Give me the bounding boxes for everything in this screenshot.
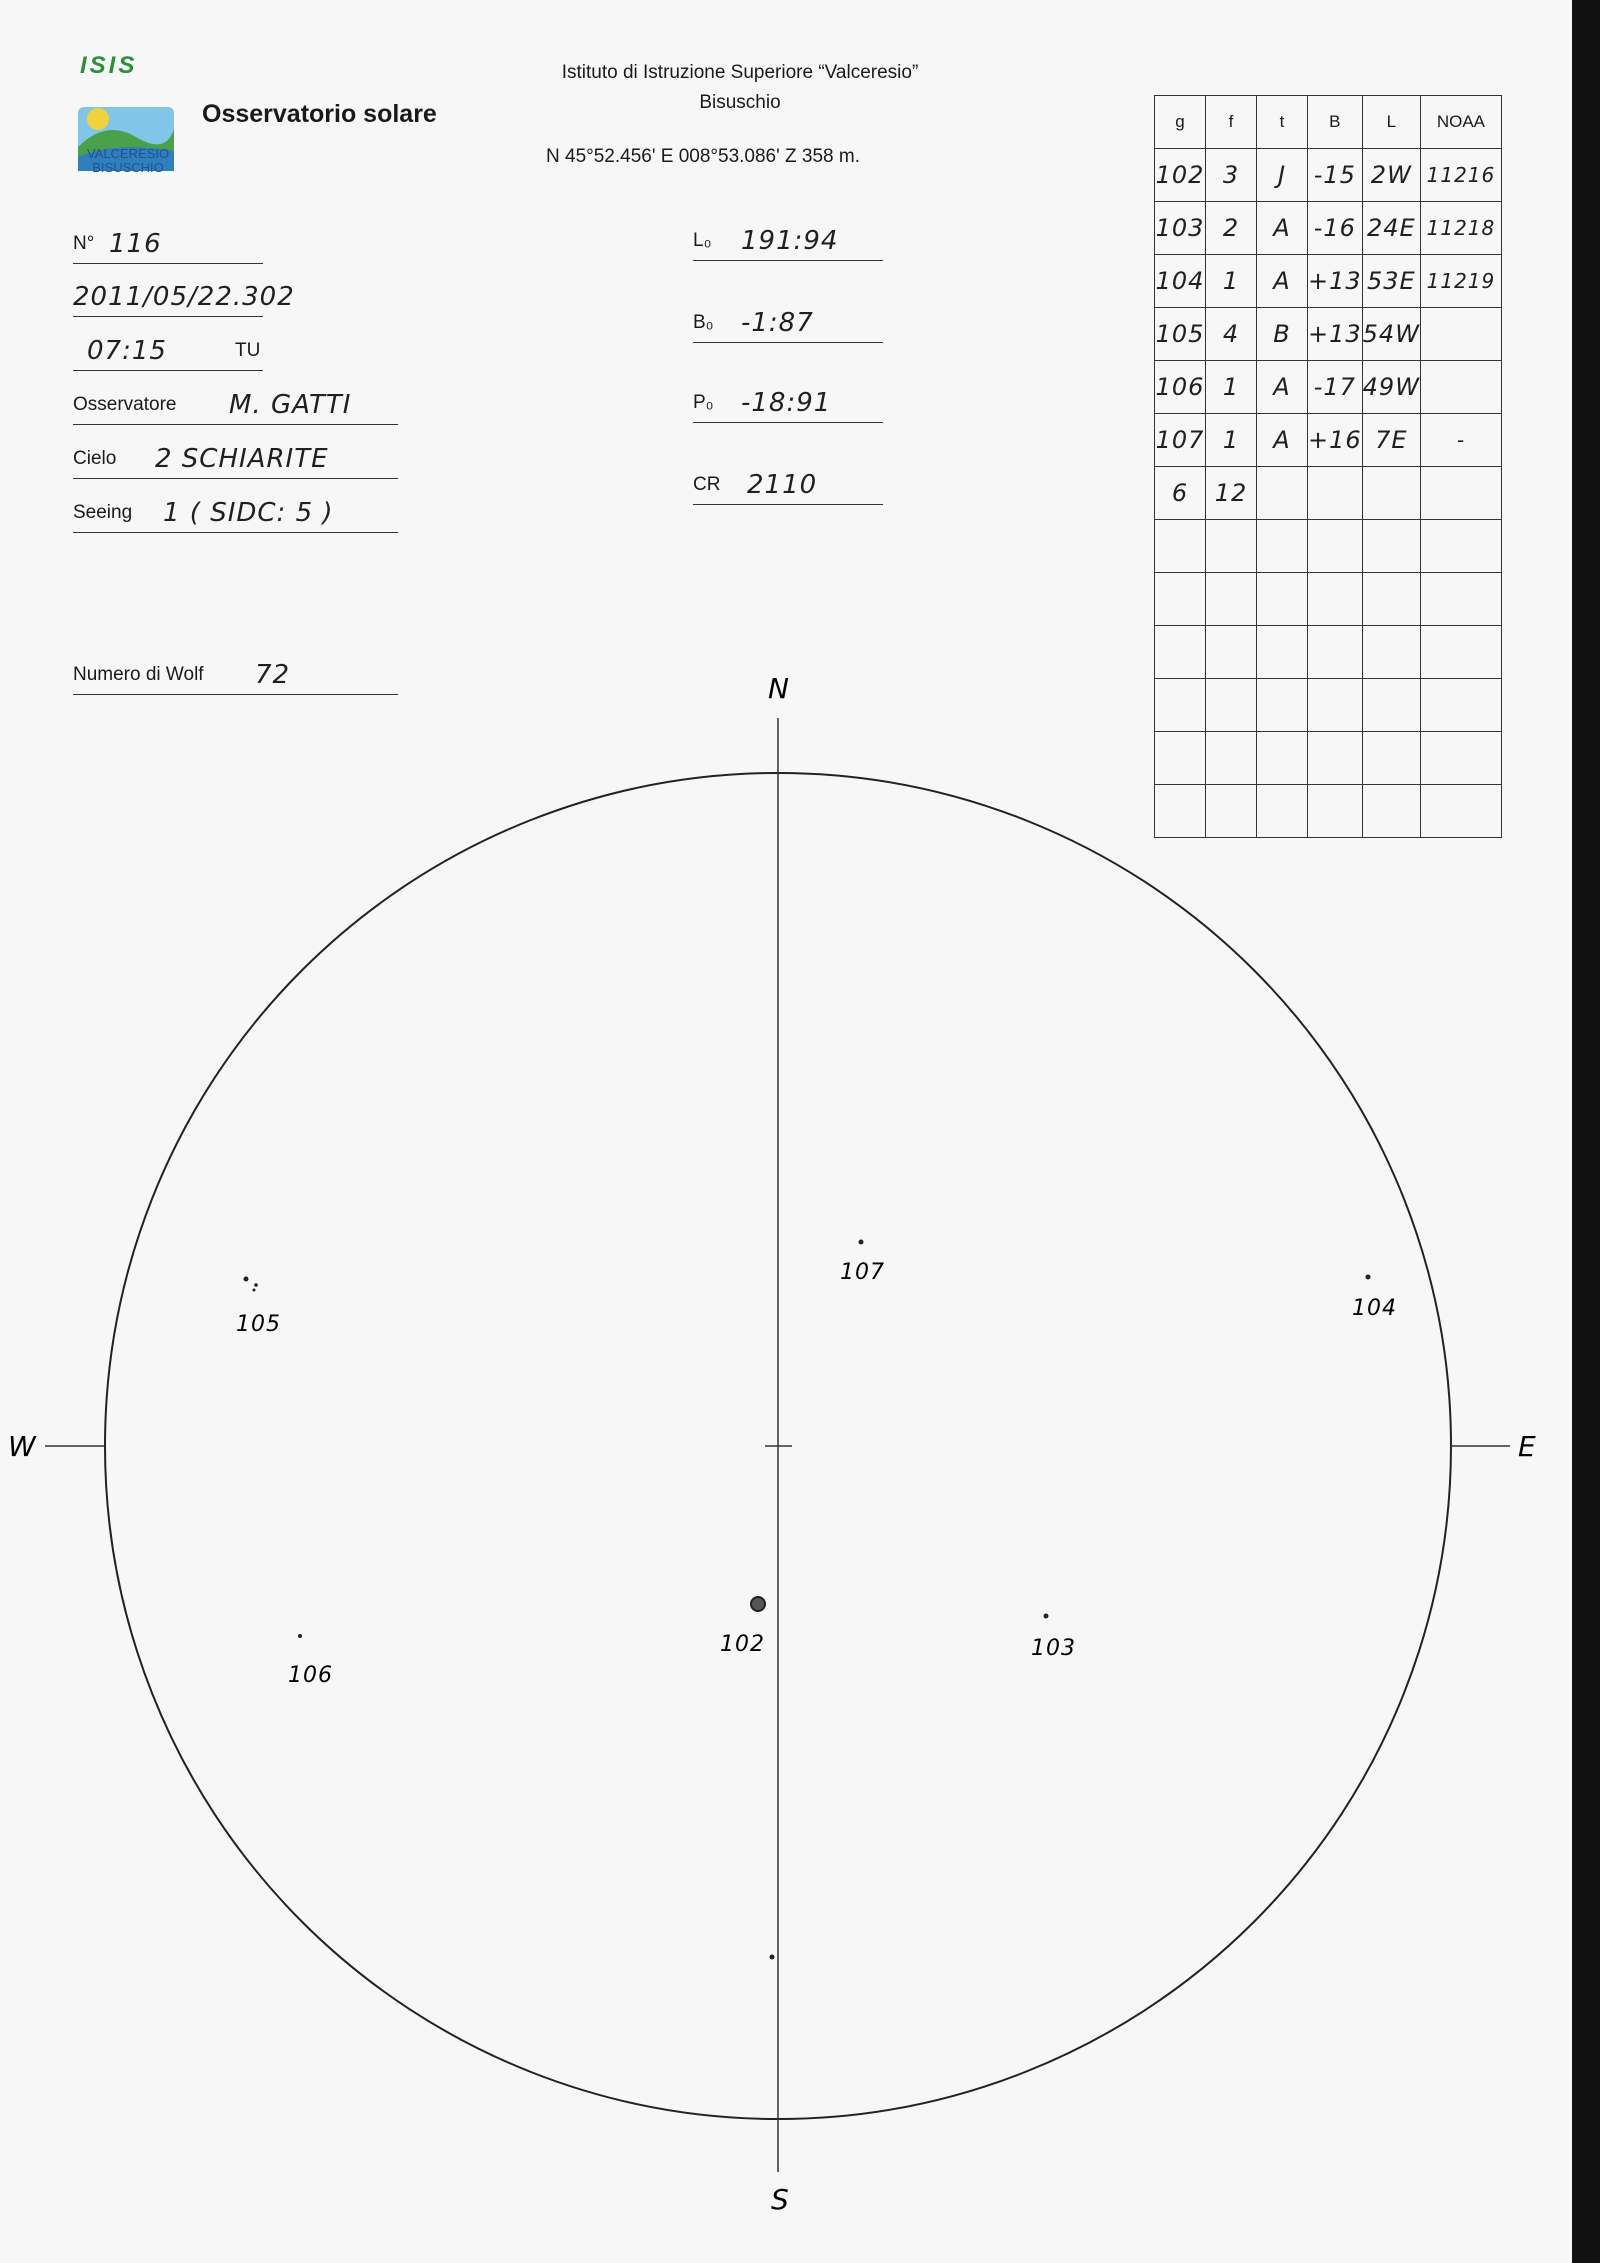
south-label: S (771, 2183, 790, 2216)
table-cell: -15 (1308, 149, 1363, 202)
sunspot-105b (254, 1283, 258, 1287)
table-cell: A (1257, 202, 1308, 255)
l0-value: 191:94 (741, 226, 839, 256)
table-cell: 54W (1362, 308, 1420, 361)
table-cell: 104 (1155, 255, 1206, 308)
header-b: B (1308, 96, 1363, 149)
table-cell: -16 (1308, 202, 1363, 255)
sunspot-102 (751, 1597, 765, 1611)
table-cell: - (1420, 414, 1501, 467)
table-cell: 2W (1362, 149, 1420, 202)
institute-name: Istituto di Istruzione Superiore “Valceresio” (561, 62, 919, 83)
east-label: E (1518, 1430, 1537, 1463)
table-cell: 3 (1206, 149, 1257, 202)
observer-label: Osservatore (73, 394, 177, 415)
table-cell: +16 (1308, 414, 1363, 467)
time-value: 07:15 (87, 336, 167, 366)
table-cell: A (1257, 414, 1308, 467)
table-cell: 11219 (1420, 255, 1501, 308)
sunspot-106 (298, 1634, 302, 1638)
p0-value: -18:91 (741, 388, 832, 418)
table-cell: 2 (1206, 202, 1257, 255)
wolf-number-value: 72 (255, 660, 291, 690)
group-label-102: 102 (720, 1632, 765, 1657)
table-cell: 6 (1155, 467, 1206, 520)
header-f: f (1206, 96, 1257, 149)
l0-label: L₀ (693, 230, 712, 251)
logo-line-1: VALCERESIO (86, 146, 170, 161)
sunspot-103 (1044, 1614, 1049, 1619)
table-cell: 11216 (1420, 149, 1501, 202)
b0-label: B₀ (693, 312, 714, 333)
table-cell: 107 (1155, 414, 1206, 467)
table-cell: 11218 (1420, 202, 1501, 255)
disk-mark (770, 1955, 775, 1960)
group-label-107: 107 (840, 1260, 885, 1285)
table-cell: 4 (1206, 308, 1257, 361)
table-cell: B (1257, 308, 1308, 361)
table-cell: 7E (1362, 414, 1420, 467)
table-cell: 49W (1362, 361, 1420, 414)
site-coordinates: N 45°52.456' E 008°53.086' Z 358 m. (546, 146, 860, 167)
group-label-105: 105 (236, 1312, 281, 1337)
group-label-106: 106 (288, 1663, 333, 1688)
table-cell: 24E (1362, 202, 1420, 255)
header-l: L (1362, 96, 1420, 149)
wolf-number-label: Numero di Wolf (73, 664, 204, 685)
north-label: N (768, 672, 790, 705)
table-cell: 53E (1362, 255, 1420, 308)
number-value: 116 (109, 229, 162, 259)
seeing-label: Seeing (73, 502, 133, 523)
number-label: N° (73, 233, 95, 254)
table-cell: 1 (1206, 414, 1257, 467)
cr-value: 2110 (747, 470, 818, 500)
table-cell: 103 (1155, 202, 1206, 255)
header-g: g (1155, 96, 1206, 149)
table-cell: 1 (1206, 361, 1257, 414)
header-t: t (1257, 96, 1308, 149)
b0-value: -1:87 (741, 308, 814, 338)
sunspot-107 (859, 1240, 864, 1245)
sky-value: 2 SCHIARITE (155, 444, 329, 474)
sunspot-105a (244, 1277, 249, 1282)
table-cell: J (1257, 149, 1308, 202)
logo-mark: ISIS (80, 52, 138, 79)
table-cell: 105 (1155, 308, 1206, 361)
observer-value: M. GATTI (229, 390, 352, 420)
institute-city: Bisuschio (699, 92, 781, 113)
table-cell: 1 (1206, 255, 1257, 308)
table-cell: A (1257, 361, 1308, 414)
west-label: W (8, 1430, 37, 1463)
table-cell: +13 (1308, 308, 1363, 361)
group-label-104: 104 (1352, 1296, 1397, 1321)
sunspot-105c (253, 1289, 256, 1292)
table-cell: 106 (1155, 361, 1206, 414)
group-label-103: 103 (1031, 1636, 1076, 1661)
observatory-title: Osservatorio solare (202, 100, 437, 128)
table-cell: -17 (1308, 361, 1363, 414)
sky-label: Cielo (73, 448, 117, 469)
table-cell: 102 (1155, 149, 1206, 202)
p0-label: P₀ (693, 392, 714, 413)
time-unit: TU (235, 340, 261, 361)
seeing-value: 1 ( SIDC: 5 ) (163, 498, 334, 528)
table-cell: 12 (1206, 467, 1257, 520)
cr-label: CR (693, 474, 721, 495)
table-cell: +13 (1308, 255, 1363, 308)
header-noaa: NOAA (1420, 96, 1501, 149)
logo-line-2: BISUSCHIO (92, 160, 164, 175)
date-value: 2011/05/22.302 (73, 282, 295, 312)
table-cell: A (1257, 255, 1308, 308)
sunspot-104 (1366, 1275, 1371, 1280)
